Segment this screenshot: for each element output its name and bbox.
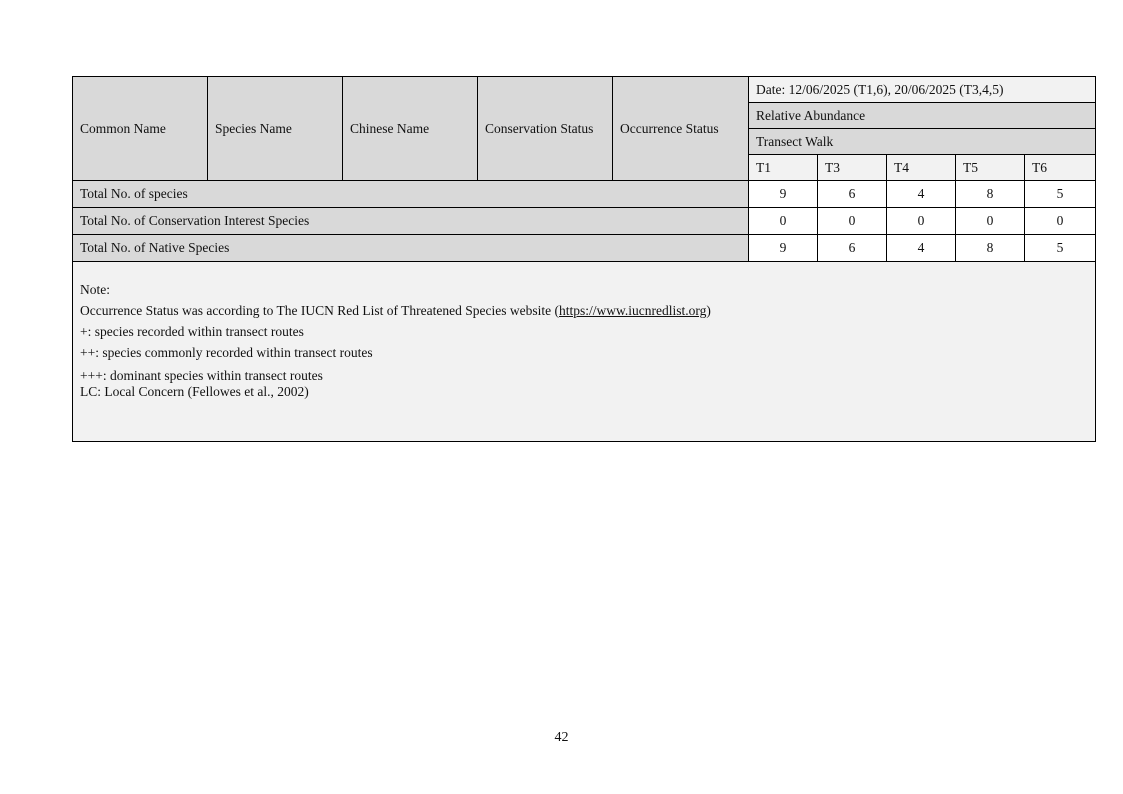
total-conservation-t4: 0 <box>887 208 956 235</box>
table-row <box>73 181 1096 208</box>
total-species-t1: 9 <box>749 181 818 208</box>
table-row <box>73 235 1096 262</box>
total-native-t1: 9 <box>749 235 818 262</box>
table-row <box>73 208 1096 235</box>
note-local-concern: LC: Local Concern (Fellowes et al., 2002) <box>80 384 309 399</box>
header-conservation-status: Conservation Status <box>478 77 613 181</box>
notes-cell <box>73 262 1096 442</box>
page-number: 42 <box>554 730 569 745</box>
header-transect-t6: T6 <box>1025 155 1096 181</box>
header-transect-walk: Transect Walk <box>749 129 1096 155</box>
iucn-link[interactable]: https://www.iucnredlist.org <box>558 303 707 318</box>
note-title: Note: <box>80 282 110 297</box>
total-species-t4: 4 <box>887 181 956 208</box>
header-relative-abundance: Relative Abundance <box>749 103 1096 129</box>
total-species-label: Total No. of species <box>73 181 749 208</box>
header-common-name: Common Name <box>73 77 208 181</box>
header-date: Date: 12/06/2025 (T1,6), 20/06/2025 (T3,4,5) <box>749 77 1096 103</box>
note-occurrence-suffix: ) <box>706 303 711 318</box>
note-occurrence-prefix: Occurrence Status was according to The IUCN Red List of Threatened Species website ( <box>80 303 559 318</box>
total-native-t6: 5 <box>1025 235 1096 262</box>
total-native-label: Total No. of Native Species <box>73 235 749 262</box>
total-species-t5: 8 <box>956 181 1025 208</box>
note-occurrence-source <box>80 300 1088 321</box>
total-conservation-t1: 0 <box>749 208 818 235</box>
note-plus-three: +++: dominant species within transect routes <box>80 368 323 383</box>
note-plus-one: +: species recorded within transect routes <box>80 324 304 339</box>
total-conservation-label: Total No. of Conservation Interest Species <box>73 208 749 235</box>
header-transect-t5: T5 <box>956 155 1025 181</box>
notes-row <box>73 262 1096 442</box>
total-native-t5: 8 <box>956 235 1025 262</box>
header-transect-t1: T1 <box>749 155 818 181</box>
header-chinese-name: Chinese Name <box>343 77 478 181</box>
header-occurrence-status: Occurrence Status <box>613 77 749 181</box>
total-conservation-t5: 0 <box>956 208 1025 235</box>
total-conservation-t6: 0 <box>1025 208 1096 235</box>
header-row <box>73 77 1096 103</box>
species-summary-table <box>72 76 1096 442</box>
total-species-t3: 6 <box>818 181 887 208</box>
header-species-name: Species Name <box>208 77 343 181</box>
note-plus-two: ++: species commonly recorded within transect routes <box>80 345 373 360</box>
total-native-t4: 4 <box>887 235 956 262</box>
total-native-t3: 6 <box>818 235 887 262</box>
header-transect-t3: T3 <box>818 155 887 181</box>
header-transect-t4: T4 <box>887 155 956 181</box>
total-species-t6: 5 <box>1025 181 1096 208</box>
total-conservation-t3: 0 <box>818 208 887 235</box>
